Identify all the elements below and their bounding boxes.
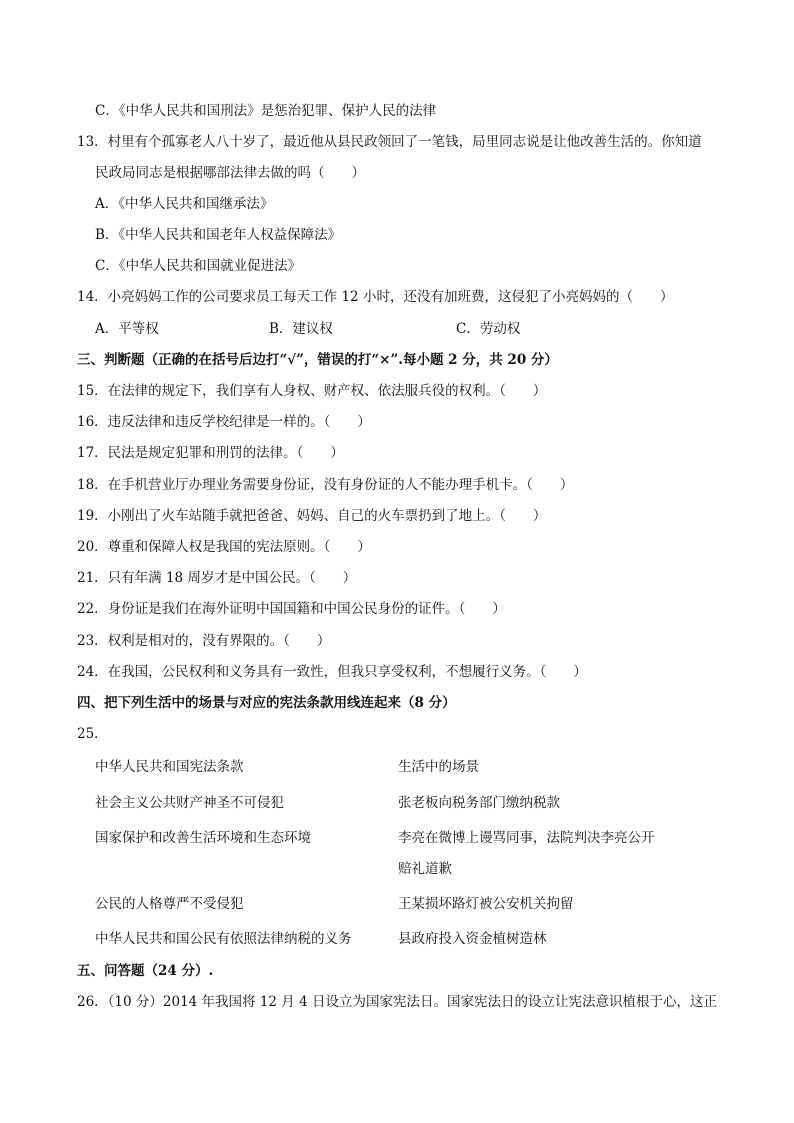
section5-heading: 五、问答题（24 分）. [77,963,214,979]
judge-item: 19．小刚出了火车站随手就把爸爸、妈妈、自己的火车票扔到了地上。（ ） [77,508,547,524]
judge-item: 23．权利是相对的，没有界限的。（ ） [77,633,331,649]
section3-heading: 三、判断题（正确的在括号后边打“√”，错误的打“×”.每小题 2 分，共 20 分） [77,352,558,368]
matching-right-item: 张老板向税务部门缴纳税款 [398,795,560,811]
judge-item: 17．民法是规定犯罪和刑罚的法律。（ ） [77,445,344,461]
judge-item: 24．在我国，公民权利和义务具有一致性，但我只享受权利，不想履行义务。（ ） [77,664,587,680]
matching-right-item: 王某损坏路灯被公安机关拘留 [398,896,574,912]
matching-left-item: 国家保护和改善生活环境和生态环境 [95,830,311,846]
judge-item: 22．身份证是我们在海外证明中国国籍和中国公民身份的证件。（ ） [77,601,506,617]
q12-option-c: C．《中华人民共和国刑法》是惩治犯罪、保护人民的法律 [95,103,437,119]
judge-item: 21．只有年满 18 周岁才是中国公民。（ ） [77,570,357,586]
q13-option-b: B．《中华人民共和国老年人权益保障法》 [95,227,342,243]
judge-item: 18．在手机营业厅办理业务需要身份证，没有身份证的人不能办理手机卡。（ ） [77,477,574,493]
matching-left-item: 社会主义公共财产神圣不可侵犯 [95,795,284,811]
q26-stem: 26．（10 分）2014 年我国将 12 月 4 日设立为国家宪法日。国家宪法日的设立让宪法意识植根于心，这正 [77,994,717,1010]
matching-right-item: 县政府投入资金植树造林 [398,931,547,947]
q14-option-a: A．平等权 [95,321,159,337]
matching-left-item: 中华人民共和国公民有依照法律纳税的义务 [95,931,352,947]
matching-right-item-continued: 赔礼道歉 [398,861,452,877]
judge-item: 15．在法律的规定下，我们享有人身权、财产权、依法服兵役的权利。（ ） [77,383,547,399]
q14-stem: 14．小亮妈妈工作的公司要求员工每天工作 12 小时，还没有加班费，这侵犯了小亮妈妈的（ ） [77,289,674,305]
q13-option-c: C．《中华人民共和国就业促进法》 [95,258,302,274]
judge-item: 20．尊重和保障人权是我国的宪法原则。（ ） [77,539,371,555]
judge-item: 16．违反法律和违反学校纪律是一样的。（ ） [77,414,371,430]
matching-right-item: 李亮在微博上谩骂同事，法院判决李亮公开 [398,830,655,846]
q14-option-b: B．建议权 [269,321,333,337]
q25-number: 25． [77,726,108,742]
q14-option-c: C．劳动权 [456,321,521,337]
matching-left-header: 中华人民共和国宪法条款 [95,759,244,775]
section4-heading: 四、把下列生活中的场景与对应的宪法条款用线连起来（8 分） [77,695,456,711]
q13-stem-line1: 13．村里有个孤寡老人八十岁了，最近他从县民政领回了一笔钱，局里同志说是让他改善生活的。你知道 [77,134,702,150]
matching-right-header: 生活中的场景 [398,759,479,775]
q13-option-a: A．《中华人民共和国继承法》 [95,196,274,212]
matching-left-item: 公民的人格尊严不受侵犯 [95,896,244,912]
q13-stem-line2: 民政局同志是根据哪部法律去做的吗（ ） [95,165,365,181]
